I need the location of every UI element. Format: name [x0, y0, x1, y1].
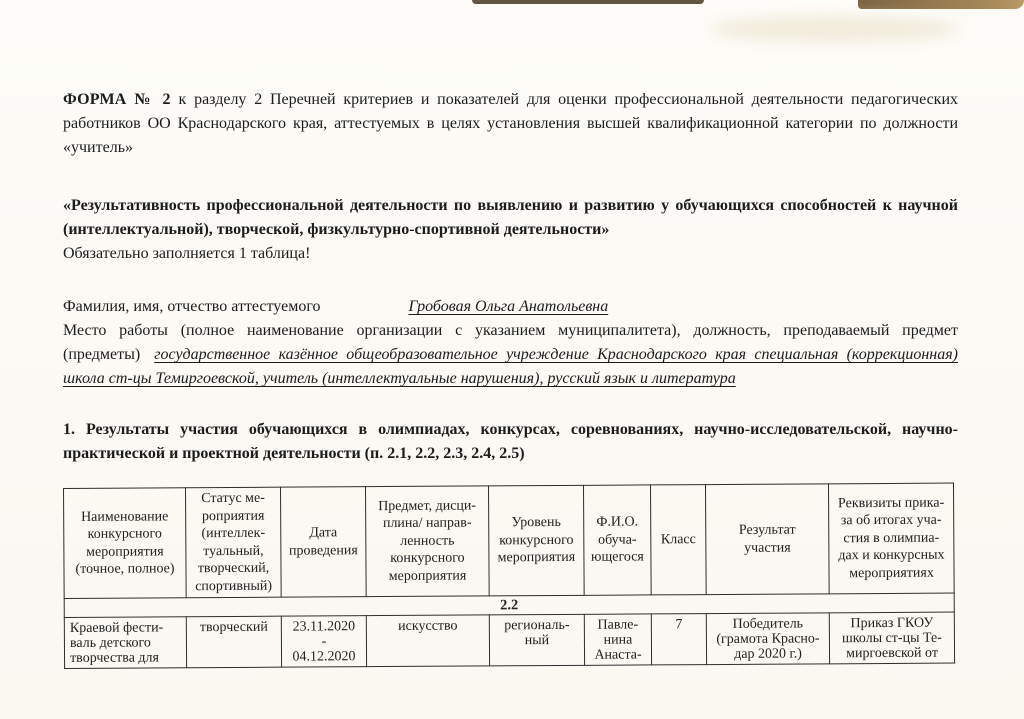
cell-student: Павле- нина Анаста- — [584, 614, 651, 665]
attestee-name-label: Фамилия, имя, отчество аттестуемого — [63, 298, 321, 315]
workplace-label: Место работы (полное наименование организации с указанием муниципалитета), должность, преподаваемый предмет (предметы) — [63, 322, 958, 363]
table-header-row — [64, 483, 955, 598]
results-heading-title: «Результативность профессиональной деятельности по выявлению и развитию у обучающихся способностей к научной (интеллектуальной), творческой, физкультурно-спортивной деятельности» — [63, 197, 958, 238]
cell-event-name: Краевой фести- валь детского творчества для — [64, 617, 186, 669]
col-header-status: Статус ме- роприятия (интеллек- туальный, творческий, спортивный) — [186, 487, 282, 598]
form-intro-paragraph — [63, 88, 958, 160]
col-header-subject: Предмет, дисци- плина/ направ- ленность конкурсного мероприятия — [365, 486, 489, 597]
cell-level: региональ- ный — [489, 614, 584, 666]
results-heading — [63, 194, 958, 266]
cell-subject: искусство — [366, 615, 489, 667]
workplace-paragraph — [63, 319, 958, 391]
col-header-event-name: Наименование конкурсного мероприятия (точное, полное) — [64, 488, 187, 599]
attestee-name-value: Гробовая Ольга Анатольевна — [408, 298, 609, 315]
col-header-grade: Класс — [650, 485, 706, 595]
col-header-result: Результат участия — [705, 484, 829, 595]
results-table — [63, 483, 955, 669]
section-code-cell: 2.2 — [64, 593, 954, 617]
attestee-name-line — [63, 295, 958, 319]
col-header-level: Уровень конкурсного мероприятия — [488, 485, 584, 596]
cell-grade: 7 — [651, 614, 706, 665]
attestee-block — [63, 295, 958, 391]
table-row — [64, 612, 954, 668]
col-header-student: Ф.И.О. обуча- ющегося — [583, 485, 651, 595]
form-intro-text: к разделу 2 Перечней критериев и показателей для оценки профессиональной деятельности педагогических работников ОО Краснодарского края, аттестуемых в целях установления высшей квалификационной категории по должности «учитель» — [63, 91, 959, 156]
document-content — [63, 0, 958, 669]
cell-status: творческий — [186, 616, 281, 668]
results-table-wrapper — [63, 483, 959, 669]
form-number-label: ФОРМА № 2 — [63, 91, 171, 108]
col-header-order: Реквизиты прика- за об итогах уча- стия в олимпиа- дах и конкурсных мероприятиях — [828, 483, 954, 594]
col-header-date: Дата проведения — [280, 487, 366, 598]
cell-order: Приказ ГКОУ школы ст-цы Те- миргоевской от — [829, 612, 954, 664]
section-1-heading: 1. Результаты участия обучающихся в олимпиадах, конкурсах, соревнованиях, научно-исследовательской, научно-практической и проектной деятельности (п. 2.1, 2.2, 2.3, 2.4, 2.5) — [63, 421, 958, 462]
mandatory-note: Обязательно заполняется 1 таблица! — [63, 245, 311, 262]
cell-date: 23.11.2020 - 04.12.2020 — [281, 616, 366, 668]
cell-result: Победитель (грамота Красно- дар 2020 г.) — [706, 613, 829, 665]
workplace-value: государственное казённое общеобразовательное учреждение Краснодарского края специальная (коррекционная) школа ст-цы Темиргоевской, учитель (интеллектуальные нарушения), русский язык и литература — [63, 346, 958, 387]
